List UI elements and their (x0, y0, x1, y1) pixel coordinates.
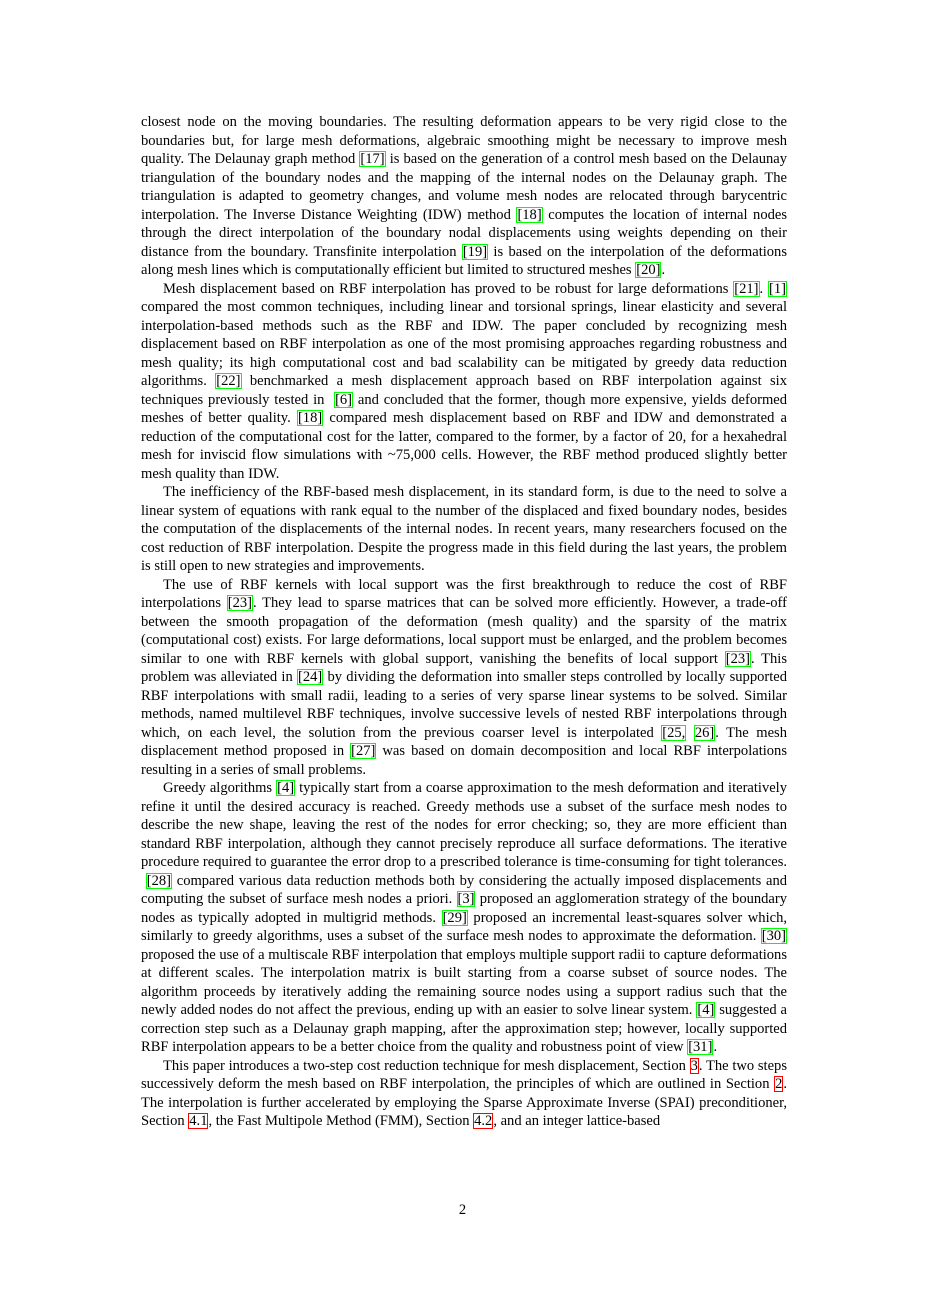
citation-3[interactable]: [3] (457, 891, 475, 907)
citation-20[interactable]: [20] (636, 262, 661, 278)
section-link-2[interactable]: 2 (775, 1076, 783, 1092)
citation-30[interactable]: [30] (761, 928, 786, 944)
citation-22[interactable]: [22] (216, 373, 241, 389)
citation-23[interactable]: [23] (725, 650, 750, 667)
citation-24[interactable]: [24] (297, 669, 323, 685)
citation-28[interactable]: [28] (146, 872, 171, 889)
paragraph-1: closest node on the moving boundaries. The resulting deformation appears to be very rigid close to the boundaries but, for large mesh deformations, algebraic smoothing might be necessary to improve mesh quality. The Delaunay graph method [17] is based on the generation of a control mesh based on the Delaunay triangulation of the boundary nodes and the mapping of the internal nodes on the Delaunay graph. The triangulation is adapted to geometry changes, and volume mesh nodes are relocated through barycentric interpolation. The Inverse Distance Weighting (IDW) method [18] computes the location of internal nodes through the direct interpolation of the boundary nodal displacements using weights depending on their distance from the boundary. Transfinite interpolation [19] is based on the interpolation of the deformations along mesh lines which is computationally efficient but limited to structured meshes [20]. (141, 114, 787, 278)
citation-6[interactable]: [6] (335, 391, 353, 408)
citation-27[interactable]: [27] (351, 743, 376, 759)
citation-19[interactable]: [19] (462, 243, 488, 260)
page-number: 2 (458, 1202, 467, 1218)
section-link-4-2[interactable]: 4.2 (474, 1113, 493, 1129)
paragraph-4: The use of RBF kernels with local support was the first breakthrough to reduce the cost of RBF interpolations [23]. They lead to sparse matrices that can be solved more efficiently. However, a trade-off between the smooth propagation of the deformation (mesh quality) and the sparsity of the matrix (computational cost) exists. For large deformations, local support must be enlarged, and the problem becomes similar to one with RBF kernels with global support, vanishing the benefits of local support [23]. This problem was alleviated in [24] by dividing the deformation into smaller steps controlled by locally supported RBF interpolations with small radii, leading to a series of very sparse linear systems to be solved. Similar methods, named multilevel RBF techniques, involve successive levels of nested RBF interpolations through which, on each level, the solution from the previous coarser level is interpolated [25, 26]. The mesh displacement method proposed in [27] was based on domain decomposition and local RBF interpolations resulting in a series of small problems. (141, 576, 788, 778)
citation-23[interactable]: [23] (227, 595, 252, 611)
paragraph-3: The inefficiency of the RBF-based mesh displacement, in its standard form, is due to the need to solve a linear system of equations with rank equal to the number of the displaced and fixed boundary nodes, besides the computation of the displacements of the internal nodes. In recent years, many researchers focused on the cost reduction of RBF interpolation. Despite the progress made in this field during the last years, the problem is still open to new strategies and improvements. (141, 484, 787, 574)
citation-18[interactable]: [18] (517, 206, 542, 223)
citation-18[interactable]: [18] (297, 410, 323, 426)
citation-25[interactable]: [25, (662, 724, 686, 741)
section-link-3[interactable]: 3 (690, 1057, 698, 1074)
paragraph-6: This paper introduces a two-step cost reduction technique for mesh displacement, Section 3. The two steps successively deform the mesh based on RBF interpolation, the principles of which are outlined in Section 2. The interpolation is further accelerated by employing the Sparse Approximate Inverse (SPAI) preconditioner, Section 4.1, the Fast Multipole Method (FMM), Section 4.2, and an integer lattice-based (141, 1057, 787, 1129)
citation-4[interactable]: [4] (697, 1002, 715, 1018)
paragraph-2: Mesh displacement based on RBF interpolation has proved to be robust for large deformations [21]. [1] compared the most common techniques, including linear and torsional springs, linear elasticity and several interpolation-based methods such as the RBF and IDW. The paper concluded by recognizing mesh displacement based on RBF interpolation as one of the most promising approaches regarding robustness and mesh quality; its high computational cost and bad scalability can be mitigated by greedy data reduction algorithms. [22] benchmarked a mesh displacement approach based on RBF interpolation against six techniques previously tested in [6] and concluded that the former, though more expensive, yields deformed meshes of better quality. [18] compared mesh displacement based on RBF and IDW and demonstrated a reduction of the computational cost for the latter, compared to the former, by a factor of 20, for a hexahedral mesh for inviscid flow simulations with ~75,000 cells. However, the RBF method produced slightly better mesh quality than IDW. (141, 280, 787, 482)
citation-29[interactable]: [29] (442, 909, 467, 926)
citation-17[interactable]: [17] (360, 151, 385, 167)
paragraph-5: Greedy algorithms [4] typically start from a coarse approximation to the mesh deformation and iteratively refine it until the desired accuracy is reached. Greedy methods use a subset of the surface mesh nodes to describe the new shape, leaving the rest of the nodes for error checking; so, they are more efficient than standard RBF interpolation, although they cannot precisely reproduce all surface deformations. The iterative procedure required to guarantee the error drop to a prescribed tolerance is time-consuming for tight tolerances. [28] compared various data reduction methods both by considering the actually imposed displacements and computing the subset of surface mesh nodes a priori. [3] proposed an agglomeration strategy of the boundary nodes as typically adopted in multigrid methods. [29] proposed an incremental least-squares solver which, similarly to greedy algorithms, uses a subset of the surface mesh nodes to approximate the deformation. [30] proposed the use of a multiscale RBF interpolation that employs multiple support radii to capture deformations at different scales. The interpolation matrix is built starting from a coarse subset of source nodes. The algorithm proceeds by iteratively adding the remaining source nodes using a support radius such that the newly added nodes do not affect the previous, ending up with an easier to solve linear system. [4] suggested a correction step such as a Delaunay graph mapping, after the approximation step; however, locally supported RBF interpolation appears to be a better choice from the quality and robustness point of view [31]. (141, 780, 787, 1055)
section-link-4-1[interactable]: 4.1 (189, 1113, 208, 1129)
citation-31[interactable]: [31] (688, 1039, 713, 1055)
citation-4[interactable]: [4] (277, 780, 295, 796)
citation-26[interactable]: 26] (694, 724, 715, 741)
paper-body (141, 113, 787, 1131)
citation-1[interactable]: [1] (769, 280, 786, 297)
citation-21[interactable]: [21] (734, 280, 759, 297)
